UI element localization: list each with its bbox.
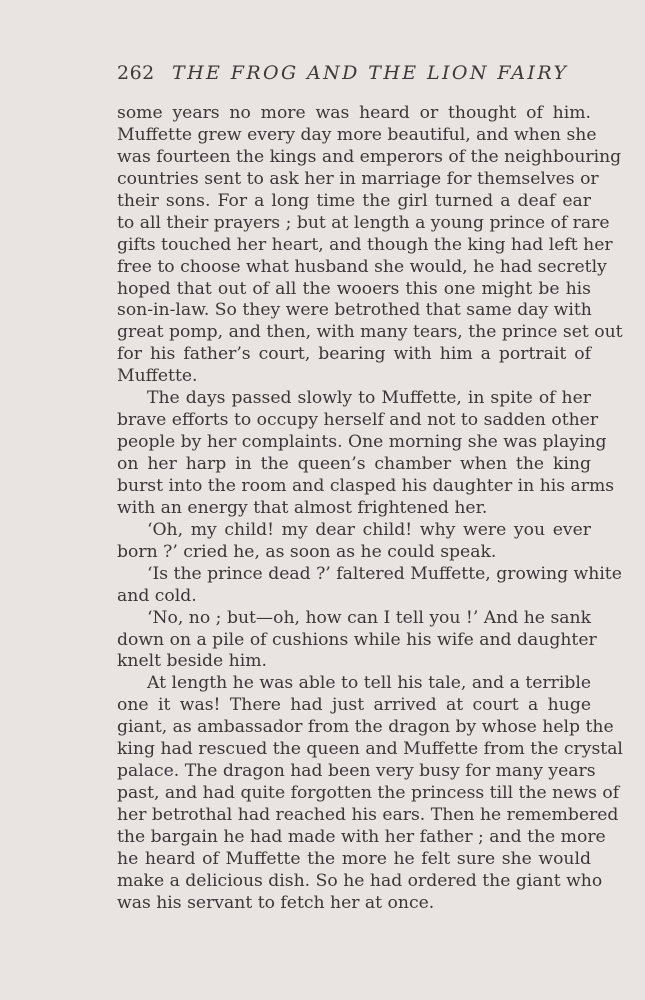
text-line: king had rescued the queen and Muffette from the crystal (117, 739, 623, 760)
text-line: was fourteen the kings and emperors of the neighbouring (117, 146, 622, 167)
text-line: brave efforts to occupy herself and not to sadden other (117, 410, 599, 431)
text-line: the bargain he had made with her father ; and the more (117, 826, 606, 847)
text-line: he heard of Muffette the more he felt sure she would (117, 848, 591, 869)
text-line: past, and had quite forgotten the princess till the news of (117, 783, 620, 804)
text-line: free to choose what husband she would, he had secretly (117, 256, 607, 277)
text-line: her betrothal had reached his ears. Then he remembered (117, 805, 619, 825)
paragraph-first-line: ‘Is the prince dead ?’ faltered Muffette, growing white (147, 563, 622, 584)
paragraph-end-line: born ?’ cried he, as soon as he could speak. (117, 541, 497, 562)
text-line: burst into the room and clasped his daughter in his arms (117, 475, 615, 496)
paragraph-end-line: Muffette. (117, 366, 198, 387)
text-line: Muffette grew every day more beautiful, and when she (117, 124, 597, 145)
text-line: on her harp in the queen’s chamber when the king (117, 454, 591, 474)
text-line: giant, as ambassador from the dragon by whose help the (117, 717, 614, 738)
text-line: hoped that out of all the wooers this one might be his (117, 278, 591, 299)
text-line: countries sent to ask her in marriage for themselves or (117, 168, 599, 189)
text-line: to all their prayers ; but at length a young prince of rare (117, 212, 610, 233)
paragraph-end-line: and cold. (117, 585, 197, 606)
text-line: people by her complaints. One morning she was playing (117, 432, 607, 453)
text-line: for his father’s court, bearing with him a portrait of (117, 344, 591, 365)
text-line: their sons. For a long time the girl turned a deaf ear (117, 190, 591, 211)
running-title: THE FROG AND THE LION FAIRY (172, 62, 569, 84)
text-line: some years no more was heard or thought of him. (117, 103, 591, 123)
text-line: down on a pile of cushions while his wife and daughter (117, 629, 597, 650)
text-line: gifts touched her heart, and though the king had left her (117, 234, 613, 255)
paragraph-first-line: The days passed slowly to Muffette, in spite of her (147, 388, 591, 409)
text-line: son-in-law. So they were betrothed that same day with (117, 300, 592, 321)
paragraph-end-line: with an energy that almost frightened her. (117, 497, 488, 518)
page-header (117, 60, 593, 86)
paragraph-end-line: was his servant to fetch her at once. (117, 892, 435, 913)
paragraph-first-line: ‘No, no ; but—oh, how can I tell you !’ And he sank (147, 607, 591, 628)
paragraph-first-line: ‘Oh, my child! my dear child! why were you ever (147, 519, 591, 540)
text-line: make a delicious dish. So he had ordered the giant who (117, 870, 603, 891)
text-line: palace. The dragon had been very busy for many years (117, 761, 596, 782)
paragraph-end-line: knelt beside him. (117, 651, 267, 672)
body-text (117, 103, 623, 915)
page-number: 262 (117, 62, 155, 84)
text-line: one it was! There had just arrived at court a huge (117, 695, 591, 716)
paragraph-first-line: At length he was able to tell his tale, and a terrible (147, 673, 592, 694)
text-line: great pomp, and then, with many tears, the prince set out (117, 322, 623, 343)
